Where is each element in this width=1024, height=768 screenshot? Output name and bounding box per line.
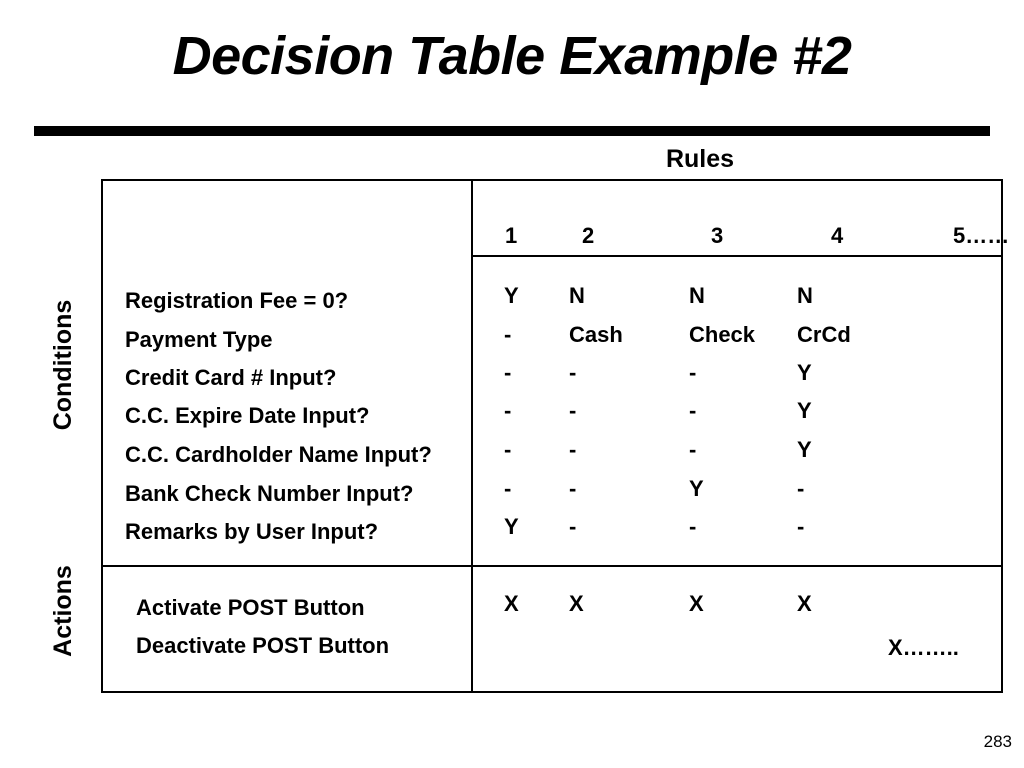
- condition-cell: N: [569, 283, 585, 308]
- condition-label: Bank Check Number Input?: [125, 481, 414, 506]
- condition-label: C.C. Cardholder Name Input?: [125, 442, 432, 467]
- condition-cell: -: [689, 437, 697, 462]
- condition-cell: -: [689, 360, 697, 385]
- condition-cell: -: [569, 476, 577, 501]
- condition-cell: -: [689, 514, 697, 539]
- rules-header: Rules: [665, 145, 735, 173]
- rule-number: 3: [711, 223, 724, 248]
- condition-cell: Check: [689, 322, 756, 347]
- action-cell: X: [797, 591, 812, 616]
- condition-cell: -: [797, 514, 805, 539]
- title-divider: [34, 126, 990, 136]
- condition-cell: -: [689, 398, 697, 423]
- action-cell: X: [689, 591, 704, 616]
- action-cell: X: [504, 591, 519, 616]
- condition-cell: Cash: [569, 322, 623, 347]
- rule-numbers-divider: [473, 255, 1001, 257]
- condition-cell: -: [504, 360, 512, 385]
- condition-cell: Y: [797, 437, 812, 462]
- table-border-bottom: [101, 691, 1003, 693]
- condition-cell: -: [569, 437, 577, 462]
- condition-cell: -: [504, 437, 512, 462]
- condition-label: Payment Type: [125, 327, 273, 352]
- action-label: Deactivate POST Button: [136, 633, 390, 658]
- action-cell: X……..: [888, 635, 959, 660]
- condition-cell: Y: [797, 360, 812, 385]
- condition-label: Remarks by User Input?: [125, 519, 379, 544]
- table-border-top: [101, 179, 1003, 181]
- actions-section-label: Actions: [49, 565, 77, 657]
- condition-cell: -: [569, 398, 577, 423]
- rule-number: 5……: [953, 223, 1010, 248]
- condition-cell: N: [797, 283, 813, 308]
- condition-cell: Y: [797, 398, 812, 423]
- rule-number: 4: [831, 223, 844, 248]
- rule-number: 2: [582, 223, 595, 248]
- conditions-section-label: Conditions: [49, 299, 77, 431]
- condition-cell: -: [797, 476, 805, 501]
- condition-cell: -: [504, 398, 512, 423]
- condition-cell: CrCd: [797, 322, 851, 347]
- condition-cell: N: [689, 283, 705, 308]
- condition-cell: Y: [504, 514, 519, 539]
- condition-cell: -: [569, 360, 577, 385]
- condition-cell: -: [569, 514, 577, 539]
- rule-number: 1: [505, 223, 518, 248]
- action-cell: X: [569, 591, 584, 616]
- table-border-left: [101, 179, 103, 693]
- condition-cell: Y: [504, 283, 519, 308]
- slide-title: Decision Table Example #2: [172, 26, 852, 86]
- condition-label: Credit Card # Input?: [125, 365, 337, 390]
- page-number: 283: [983, 732, 1012, 751]
- condition-cell: -: [504, 322, 512, 347]
- action-label: Activate POST Button: [136, 595, 365, 620]
- conditions-actions-divider: [101, 565, 1003, 567]
- condition-label: C.C. Expire Date Input?: [125, 403, 370, 428]
- table-border-right: [1001, 179, 1003, 693]
- condition-cell: -: [504, 476, 512, 501]
- condition-cell: Y: [689, 476, 704, 501]
- condition-label: Registration Fee = 0?: [125, 288, 349, 313]
